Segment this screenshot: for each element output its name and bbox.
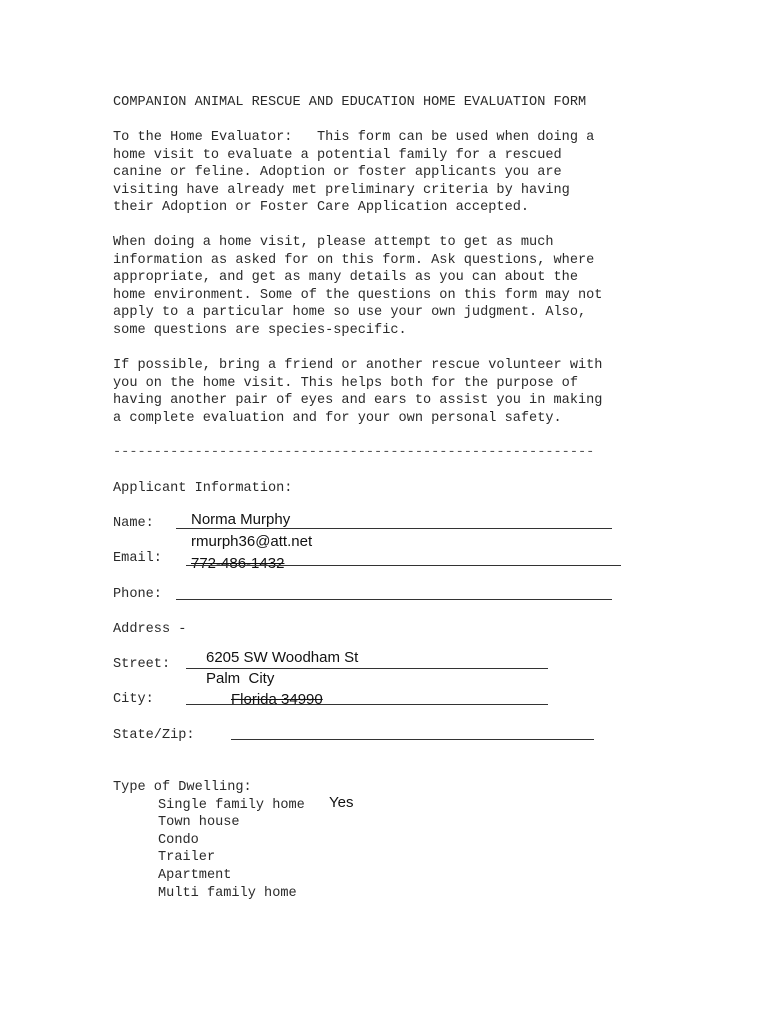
instructions-line: some questions are species-specific. xyxy=(113,323,407,338)
intro-line: their Adoption or Foster Care Application accepted. xyxy=(113,200,530,216)
intro-line: To the Home Evaluator: This form can be used when doing a xyxy=(113,130,595,145)
phone-label: Phone: xyxy=(113,587,162,602)
state-zip-value[interactable]: Florida 34990 xyxy=(231,691,323,708)
safety-line: If possible, bring a friend or another rescue volunteer with xyxy=(113,358,603,373)
dwelling-option-apartment: Apartment xyxy=(158,868,232,883)
phone-field-line xyxy=(176,599,612,600)
dwelling-option-multi-family: Multi family home xyxy=(158,885,297,901)
intro-line: visiting have already met preliminary criteria by having xyxy=(113,182,570,198)
instructions-line: apply to a particular home so use your own judgment. Also, xyxy=(113,305,587,321)
address-label: Address - xyxy=(113,622,187,637)
form-title: COMPANION ANIMAL RESCUE AND EDUCATION HOME EVALUATION FORM xyxy=(113,95,587,110)
city-field-line xyxy=(186,704,548,705)
name-value[interactable]: Norma Murphy xyxy=(191,511,291,528)
state-zip-field-line xyxy=(231,739,594,740)
dwelling-heading: Type of Dwelling: xyxy=(113,780,252,795)
intro-line: home visit to evaluate a potential family for a rescued xyxy=(113,147,562,163)
dwelling-option-condo: Condo xyxy=(158,832,199,848)
street-value[interactable]: 6205 SW Woodham St xyxy=(206,649,359,666)
street-label: Street: xyxy=(113,657,171,672)
email-label: Email: xyxy=(113,551,162,566)
instructions-line: information as asked for on this form. Ask questions, where xyxy=(113,252,595,268)
safety-line: a complete evaluation and for your own personal safety. xyxy=(113,410,562,426)
safety-line: having another pair of eyes and ears to assist you in making xyxy=(113,393,603,409)
city-label: City: xyxy=(113,692,154,707)
instructions-line: appropriate, and get as many details as you can about the xyxy=(113,270,578,286)
dwelling-option-single-family: Single family home xyxy=(158,797,305,813)
email-field-line xyxy=(186,565,621,566)
dwelling-option-town-house: Town house xyxy=(158,815,240,831)
name-field-line xyxy=(176,528,612,529)
instructions-line: When doing a home visit, please attempt to get as much xyxy=(113,235,554,250)
phone-handwritten-value[interactable]: 772-486-1432 xyxy=(191,555,285,572)
state-zip-label: State/Zip: xyxy=(113,728,195,743)
name-label: Name: xyxy=(113,516,154,531)
instructions-line: home environment. Some of the questions on this form may not xyxy=(113,287,603,303)
dashed-divider: ----------------------------------------------------------- xyxy=(113,445,595,460)
applicant-info-heading: Applicant Information: xyxy=(113,481,293,496)
safety-line: you on the home visit. This helps both for the purpose of xyxy=(113,375,578,391)
city-value[interactable]: Palm City xyxy=(206,670,275,687)
dwelling-option-trailer: Trailer xyxy=(158,850,216,866)
dwelling-answer[interactable]: Yes xyxy=(329,794,354,811)
street-field-line xyxy=(186,668,548,669)
email-value[interactable]: rmurph36@att.net xyxy=(191,533,313,550)
intro-line: canine or feline. Adoption or foster applicants you are xyxy=(113,165,562,181)
